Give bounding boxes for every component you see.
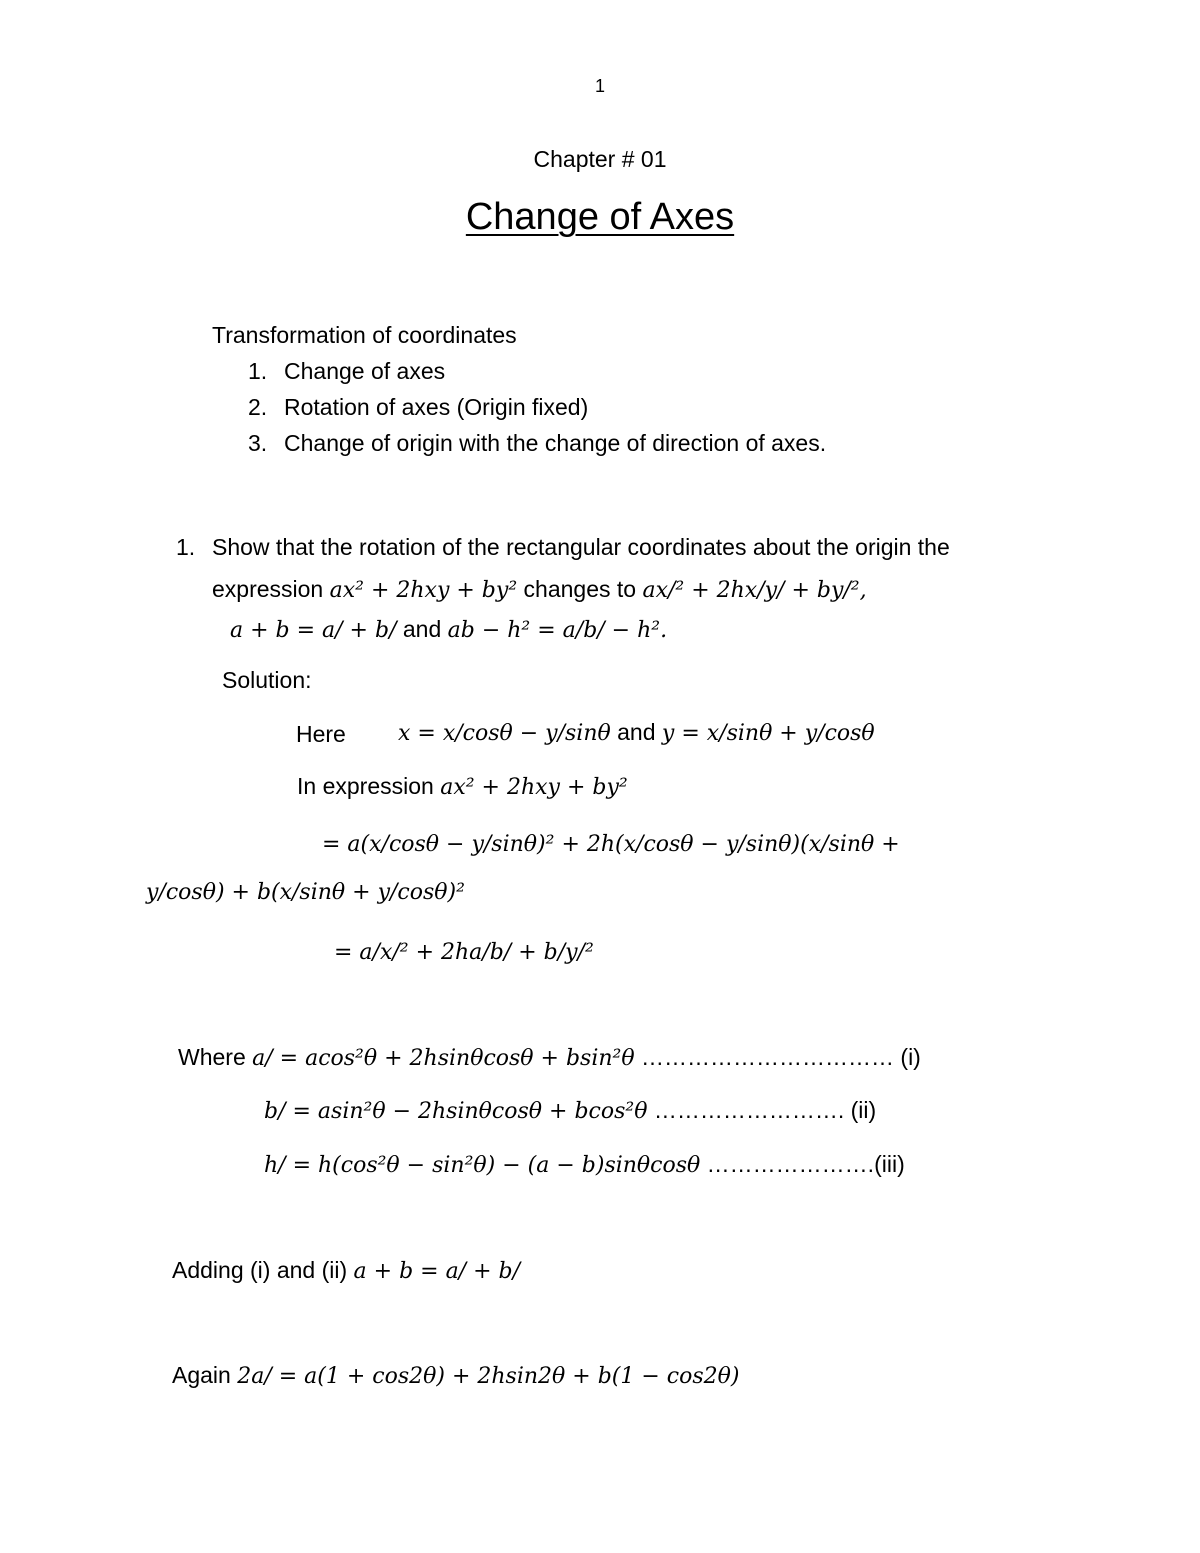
here-equations [398,719,875,746]
text-span: Adding (i) and (ii) [172,1257,354,1283]
list-item-number: 3. [248,430,268,456]
where-eq-i [178,1044,921,1071]
list-item [248,358,446,385]
here-label: Here [296,721,346,747]
math-expression: a + b = a/ + b/ [353,1259,521,1284]
where-eq-ii [264,1097,876,1124]
text-span: changes to [517,576,643,602]
in-expression-line [297,773,628,800]
math-expression: b/ = asin²θ − 2hsinθcosθ + bcos²θ [264,1099,648,1124]
text-span: expression [212,576,330,602]
list-item-number: 2. [248,394,268,420]
list-item-text: Rotation of axes (Origin fixed) [284,394,589,420]
list-item [248,430,827,457]
equation-tag: …………………………… (i) [634,1044,921,1070]
again-line [172,1362,739,1389]
page-number: 1 [594,76,605,96]
math-expression: ax/² + 2hx/y/ + by/², [642,578,867,603]
chapter-label: Chapter # 01 [533,146,667,172]
math-expression: y = x/sinθ + y/cosθ [661,721,875,746]
page-title: Change of Axes [465,196,735,238]
math-expression: ax² + 2hxy + by² [329,578,518,603]
text-span: In expression [297,773,441,799]
intro-heading: Transformation of coordinates [212,322,517,348]
problem-statement-line1: Show that the rotation of the rectangular coordinates about the origin the [212,534,950,560]
equation-tag: ……………………. (ii) [647,1097,877,1123]
problem-statement-line3 [230,616,667,643]
expansion-line1: = a(x/cosθ − y/sinθ)² + 2h(x/cosθ − y/sinθ)(x/sinθ + [322,832,900,857]
equation-tag: ………………….(iii) [700,1151,905,1177]
text-span: Again [172,1362,238,1388]
math-expression: x = x/cosθ − y/sinθ [398,721,611,746]
list-item-number: 1. [248,358,268,384]
text-span: and [396,616,448,642]
list-item-text: Change of axes [284,358,446,384]
adding-line [172,1257,520,1284]
math-expression: ab − h² = a/b/ − h². [447,618,668,643]
math-expression: a/ = acos²θ + 2hsinθcosθ + bsin²θ [252,1046,635,1071]
text-span: and [610,719,662,745]
math-expression: 2a/ = a(1 + cos2θ) + 2hsin2θ + b(1 − cos2θ) [237,1364,740,1389]
text-span: Where [178,1044,253,1070]
list-item-text: Change of origin with the change of direction of axes. [284,430,827,456]
where-eq-iii [264,1151,905,1178]
list-item [248,394,589,421]
math-expression: a + b = a/ + b/ [230,618,397,643]
math-expression: ax² + 2hxy + by² [440,775,628,800]
problem-number: 1. [176,534,196,560]
expansion-result: = a/x/² + 2ha/b/ + b/y/² [334,940,594,965]
math-expression: h/ = h(cos²θ − sin²θ) − (a − b)sinθcosθ [264,1153,701,1178]
solution-label: Solution: [222,667,312,693]
expansion-line2: y/cosθ) + b(x/sinθ + y/cosθ)² [146,880,465,905]
problem-statement-line2 [212,576,867,603]
